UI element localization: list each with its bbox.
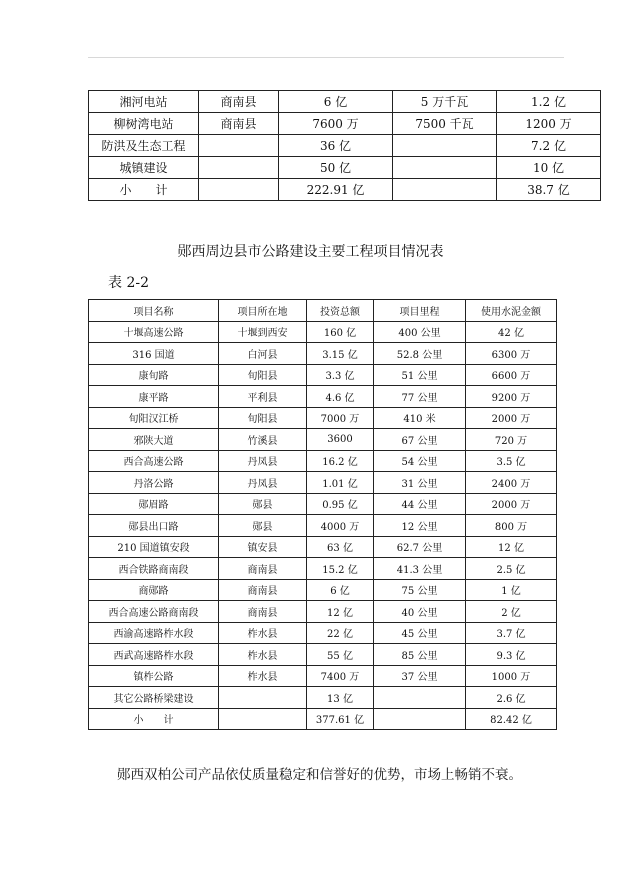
table-cell: 旬阳汉江桥 — [89, 407, 219, 429]
table-cell: 85 公里 — [374, 644, 466, 666]
table-cell — [199, 135, 279, 157]
table-cell: 3.3 亿 — [307, 364, 374, 386]
table-cell: 62.7 公里 — [374, 536, 466, 558]
table-cell: 竹溪县 — [219, 429, 307, 451]
table-cell: 西武高速路柞水段 — [89, 644, 219, 666]
table-cell: 0.95 亿 — [307, 493, 374, 515]
table-cell — [374, 708, 466, 730]
table-cell: 小 计 — [89, 708, 219, 730]
table-row — [89, 91, 601, 113]
table-cell: 3.5 亿 — [466, 450, 557, 472]
table-cell — [219, 708, 307, 730]
table-cell: 42 亿 — [466, 321, 557, 343]
table-cell — [199, 179, 279, 201]
table-cell — [393, 135, 497, 157]
table-cell: 316 国道 — [89, 343, 219, 365]
table-row — [89, 472, 557, 494]
table-cell: 1 亿 — [466, 579, 557, 601]
table-row — [89, 321, 557, 343]
table-cell — [393, 179, 497, 201]
table-cell: 郧县出口路 — [89, 515, 219, 537]
table-cell: 2000 万 — [466, 493, 557, 515]
table-cell: 10 亿 — [497, 157, 601, 179]
table-cell: 52.8 公里 — [374, 343, 466, 365]
table-row — [89, 450, 557, 472]
column-header: 投资总额 — [307, 300, 374, 322]
table-cell: 6 亿 — [279, 91, 393, 113]
table-road-projects — [88, 299, 557, 730]
column-header: 项目名称 — [89, 300, 219, 322]
table-cell: 柞水县 — [219, 622, 307, 644]
table-cell: 康平路 — [89, 386, 219, 408]
table-row — [89, 429, 557, 451]
table-cell: 白河县 — [219, 343, 307, 365]
table-row — [89, 708, 557, 730]
table-cell: 410 米 — [374, 407, 466, 429]
table-cell — [393, 157, 497, 179]
table-cell: 商南县 — [199, 113, 279, 135]
table-cell: 柳树湾电站 — [89, 113, 199, 135]
table-cell: 210 国道镇安段 — [89, 536, 219, 558]
table-cell: 4.6 亿 — [307, 386, 374, 408]
table-cell: 邪陕大道 — [89, 429, 219, 451]
table-cell: 7000 万 — [307, 407, 374, 429]
table-cell — [219, 687, 307, 709]
header-rule — [88, 57, 564, 58]
table-cell: 720 万 — [466, 429, 557, 451]
table-cell: 222.91 亿 — [279, 179, 393, 201]
table-cell: 丹凤县 — [219, 472, 307, 494]
table-cell: 54 公里 — [374, 450, 466, 472]
table-cell — [374, 687, 466, 709]
table-cell: 2000 万 — [466, 407, 557, 429]
table-cell: 6600 万 — [466, 364, 557, 386]
table-cell: 西合铁路商南段 — [89, 558, 219, 580]
table-row — [89, 157, 601, 179]
table-cell: 45 公里 — [374, 622, 466, 644]
table-row — [89, 493, 557, 515]
table-row — [89, 343, 557, 365]
table-row — [89, 536, 557, 558]
section-title: 郧西周边县市公路建设主要工程项目情况表 — [177, 244, 444, 260]
table-cell: 防洪及生态工程 — [89, 135, 199, 157]
table-cell: 22 亿 — [307, 622, 374, 644]
table-cell: 9200 万 — [466, 386, 557, 408]
table-cell: 38.7 亿 — [497, 179, 601, 201]
table-cell: 15.2 亿 — [307, 558, 374, 580]
table-row — [89, 407, 557, 429]
table-cell: 湘河电站 — [89, 91, 199, 113]
table-cell: 3.7 亿 — [466, 622, 557, 644]
table-row — [89, 386, 557, 408]
table-cell: 2400 万 — [466, 472, 557, 494]
table-cell: 12 亿 — [307, 601, 374, 623]
table-row — [89, 622, 557, 644]
table-header-row — [89, 300, 557, 322]
table-row — [89, 179, 601, 201]
table-cell: 5 万千瓦 — [393, 91, 497, 113]
table-row — [89, 579, 557, 601]
table-cell: 1000 万 — [466, 665, 557, 687]
table-cell: 城镇建设 — [89, 157, 199, 179]
table-cell: 旬阳县 — [219, 364, 307, 386]
table-cell: 40 公里 — [374, 601, 466, 623]
table-cell: 郧县 — [219, 515, 307, 537]
table-cell: 其它公路桥梁建设 — [89, 687, 219, 709]
table-cell: 31 公里 — [374, 472, 466, 494]
table-cell: 1200 万 — [497, 113, 601, 135]
table-cell: 商南县 — [219, 601, 307, 623]
table-cell: 7500 千瓦 — [393, 113, 497, 135]
table-cell: 9.3 亿 — [466, 644, 557, 666]
column-header: 项目所在地 — [219, 300, 307, 322]
table-cell: 康旬路 — [89, 364, 219, 386]
table-cell: 旬阳县 — [219, 407, 307, 429]
table-cell: 50 亿 — [279, 157, 393, 179]
table-cell: 郧眉路 — [89, 493, 219, 515]
table-row — [89, 515, 557, 537]
table-cell — [199, 157, 279, 179]
table-cell: 160 亿 — [307, 321, 374, 343]
table-power-projects — [88, 90, 601, 201]
table-cell: 1.01 亿 — [307, 472, 374, 494]
table-cell: 63 亿 — [307, 536, 374, 558]
table-cell: 377.61 亿 — [307, 708, 374, 730]
column-header: 项目里程 — [374, 300, 466, 322]
table-cell: 平利县 — [219, 386, 307, 408]
table-row — [89, 364, 557, 386]
table-cell: 44 公里 — [374, 493, 466, 515]
table-cell: 800 万 — [466, 515, 557, 537]
table-cell: 51 公里 — [374, 364, 466, 386]
table-cell: 西渝高速路柞水段 — [89, 622, 219, 644]
table-row — [89, 665, 557, 687]
table-cell: 7400 万 — [307, 665, 374, 687]
table-cell: 西合高速公路商南段 — [89, 601, 219, 623]
table-cell: 2.6 亿 — [466, 687, 557, 709]
table-cell: 商南县 — [219, 579, 307, 601]
body-paragraph: 郧西双柏公司产品依仗质量稳定和信誉好的优势，市场上畅销不衰。 — [117, 767, 522, 783]
table-row — [89, 135, 601, 157]
table-row — [89, 601, 557, 623]
table-cell: 镇柞公路 — [89, 665, 219, 687]
column-header: 使用水泥金额 — [466, 300, 557, 322]
table-cell: 400 公里 — [374, 321, 466, 343]
table-cell: 3.15 亿 — [307, 343, 374, 365]
table-cell: 12 公里 — [374, 515, 466, 537]
table-cell: 7.2 亿 — [497, 135, 601, 157]
table-cell: 3600 — [307, 429, 374, 451]
table-cell: 6300 万 — [466, 343, 557, 365]
table-cell: 2.5 亿 — [466, 558, 557, 580]
table-cell: 82.42 亿 — [466, 708, 557, 730]
table-cell: 柞水县 — [219, 665, 307, 687]
table-cell: 12 亿 — [466, 536, 557, 558]
table-cell: 37 公里 — [374, 665, 466, 687]
table-cell: 16.2 亿 — [307, 450, 374, 472]
table-cell: 41.3 公里 — [374, 558, 466, 580]
table-cell: 郧县 — [219, 493, 307, 515]
table-cell: 75 公里 — [374, 579, 466, 601]
table-cell: 小 计 — [89, 179, 199, 201]
table-cell: 商郧路 — [89, 579, 219, 601]
table-cell: 6 亿 — [307, 579, 374, 601]
table-row — [89, 687, 557, 709]
table-row — [89, 558, 557, 580]
table-label: 表 2-2 — [108, 275, 149, 291]
table-cell: 36 亿 — [279, 135, 393, 157]
table-cell: 77 公里 — [374, 386, 466, 408]
table-cell: 13 亿 — [307, 687, 374, 709]
table-cell: 2 亿 — [466, 601, 557, 623]
table-cell: 商南县 — [199, 91, 279, 113]
table-cell: 4000 万 — [307, 515, 374, 537]
table-cell: 柞水县 — [219, 644, 307, 666]
table-cell: 西合高速公路 — [89, 450, 219, 472]
table-cell: 1.2 亿 — [497, 91, 601, 113]
table-cell: 十堰到西安 — [219, 321, 307, 343]
table-cell: 商南县 — [219, 558, 307, 580]
table-cell: 镇安县 — [219, 536, 307, 558]
table-cell: 67 公里 — [374, 429, 466, 451]
table-row — [89, 644, 557, 666]
table-cell: 55 亿 — [307, 644, 374, 666]
table-cell: 7600 万 — [279, 113, 393, 135]
table-cell: 丹洛公路 — [89, 472, 219, 494]
table-cell: 丹凤县 — [219, 450, 307, 472]
table-row — [89, 113, 601, 135]
table-cell: 十堰高速公路 — [89, 321, 219, 343]
